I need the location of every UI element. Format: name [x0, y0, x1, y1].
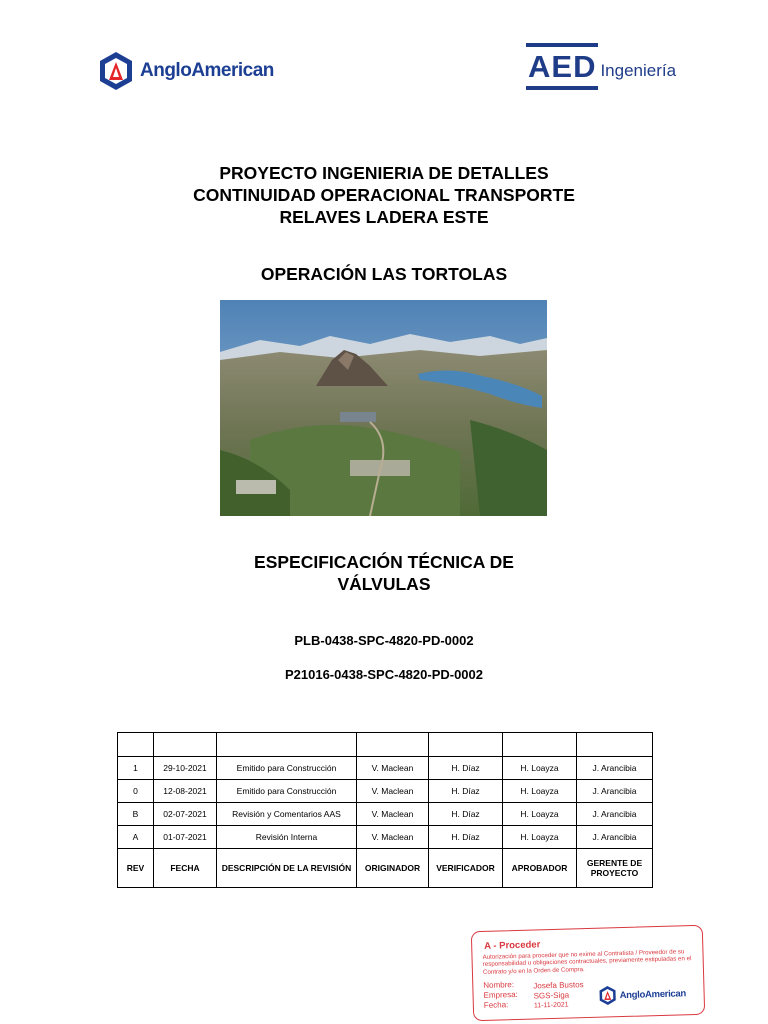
header-project-manager: GERENTE DE PROYECTO	[577, 849, 653, 888]
document-title-line-2: VÁLVULAS	[337, 574, 431, 594]
aed-ingenieria-logo	[528, 40, 678, 94]
table-cell	[154, 733, 217, 757]
description-cell: Revisión Interna	[217, 826, 357, 849]
project-title-line-3: RELAVES LADERA ESTE	[279, 207, 489, 227]
table-row	[118, 780, 653, 803]
stamp-text: Autorización para proceder que no exime al Contratista / Proveedor de su responsabilidad u obligaciones contractuales, previamente estipuladas en el Contrato y/o en la Orden de Compra.	[482, 948, 692, 976]
revision-table	[117, 732, 653, 888]
approver-cell: H. Loayza	[503, 757, 577, 780]
stamp-date-value: 11-11-2021	[533, 1001, 569, 1010]
aed-logo-letters: AED	[528, 49, 597, 84]
aed-logo-top-bar	[526, 43, 598, 47]
header-rev: REV	[118, 849, 154, 888]
date-cell: 01-07-2021	[154, 826, 217, 849]
approval-stamp	[471, 925, 705, 1021]
table-row	[118, 803, 653, 826]
rev-cell: A	[118, 826, 154, 849]
header-date: FECHA	[154, 849, 217, 888]
document-title-line-1: ESPECIFICACIÓN TÉCNICA DE	[254, 552, 514, 572]
project-manager-cell: J. Arancibia	[577, 826, 653, 849]
table-cell	[357, 733, 429, 757]
verifier-cell: H. Díaz	[429, 780, 503, 803]
date-cell: 02-07-2021	[154, 803, 217, 826]
originator-cell: V. Maclean	[357, 780, 429, 803]
rev-cell: B	[118, 803, 154, 826]
stamp-date-label: Fecha:	[483, 1000, 509, 1010]
table-cell	[118, 733, 154, 757]
table-row	[118, 757, 653, 780]
verifier-cell: H. Díaz	[429, 757, 503, 780]
stamp-name-value: Josefa Bustos	[533, 980, 584, 991]
stamp-company-label: Empresa:	[483, 989, 518, 1000]
anglo-american-logo-text: AngloAmerican	[140, 60, 274, 81]
stamp-company-value: SGS-Siga	[533, 990, 570, 1001]
rev-cell: 1	[118, 757, 154, 780]
table-row-empty	[118, 733, 653, 757]
table-row	[118, 826, 653, 849]
header-verifier: VERIFICADOR	[429, 849, 503, 888]
verifier-cell: H. Díaz	[429, 826, 503, 849]
header-originator: ORIGINADOR	[357, 849, 429, 888]
project-title-line-1: PROYECTO INGENIERIA DE DETALLES	[219, 163, 549, 183]
aed-logo-bottom-bar	[526, 86, 598, 90]
description-cell: Emitido para Construcción	[217, 757, 357, 780]
aed-logo-main-text	[528, 49, 596, 85]
table-cell	[429, 733, 503, 757]
document-title	[0, 551, 768, 595]
client-document-code: PLB-0438-SPC-4820-PD-0002	[294, 633, 474, 648]
project-manager-cell: J. Arancibia	[577, 803, 653, 826]
approver-cell: H. Loayza	[503, 803, 577, 826]
description-cell: Revisión y Comentarios AAS	[217, 803, 357, 826]
originator-cell: V. Maclean	[357, 826, 429, 849]
table-cell	[577, 733, 653, 757]
aerial-site-photo	[220, 300, 547, 516]
project-manager-cell: J. Arancibia	[577, 757, 653, 780]
header-description: DESCRIPCIÓN DE LA REVISIÓN	[217, 849, 357, 888]
contractor-document-code: P21016-0438-SPC-4820-PD-0002	[284, 667, 483, 682]
stamp-anglo-american-emblem-icon	[597, 984, 618, 1007]
header-approver: APROBADOR	[503, 849, 577, 888]
date-cell: 29-10-2021	[154, 757, 217, 780]
description-cell: Emitido para Construcción	[217, 780, 357, 803]
aed-logo-sub-text: Ingeniería	[600, 61, 677, 80]
table-header-row	[118, 849, 653, 888]
stamp-name-label: Nombre:	[483, 980, 515, 990]
rev-cell: 0	[118, 780, 154, 803]
table-cell	[217, 733, 357, 757]
stamp-title: A - Proceder	[484, 939, 541, 952]
originator-cell: V. Maclean	[357, 803, 429, 826]
project-manager-cell: J. Arancibia	[577, 780, 653, 803]
table-cell	[503, 733, 577, 757]
stamp-logo-text: AngloAmerican	[619, 987, 687, 1001]
anglo-american-emblem-icon	[96, 50, 136, 92]
stamp-anglo-american-logo	[597, 982, 686, 1006]
originator-cell: V. Maclean	[357, 757, 429, 780]
anglo-american-logo	[96, 44, 276, 98]
approver-cell: H. Loayza	[503, 780, 577, 803]
approver-cell: H. Loayza	[503, 826, 577, 849]
project-title-line-2: CONTINUIDAD OPERACIONAL TRANSPORTE	[193, 185, 575, 205]
verifier-cell: H. Díaz	[429, 803, 503, 826]
date-cell: 12-08-2021	[154, 780, 217, 803]
operation-title: OPERACIÓN LAS TORTOLAS	[260, 264, 508, 284]
project-title	[0, 162, 768, 228]
